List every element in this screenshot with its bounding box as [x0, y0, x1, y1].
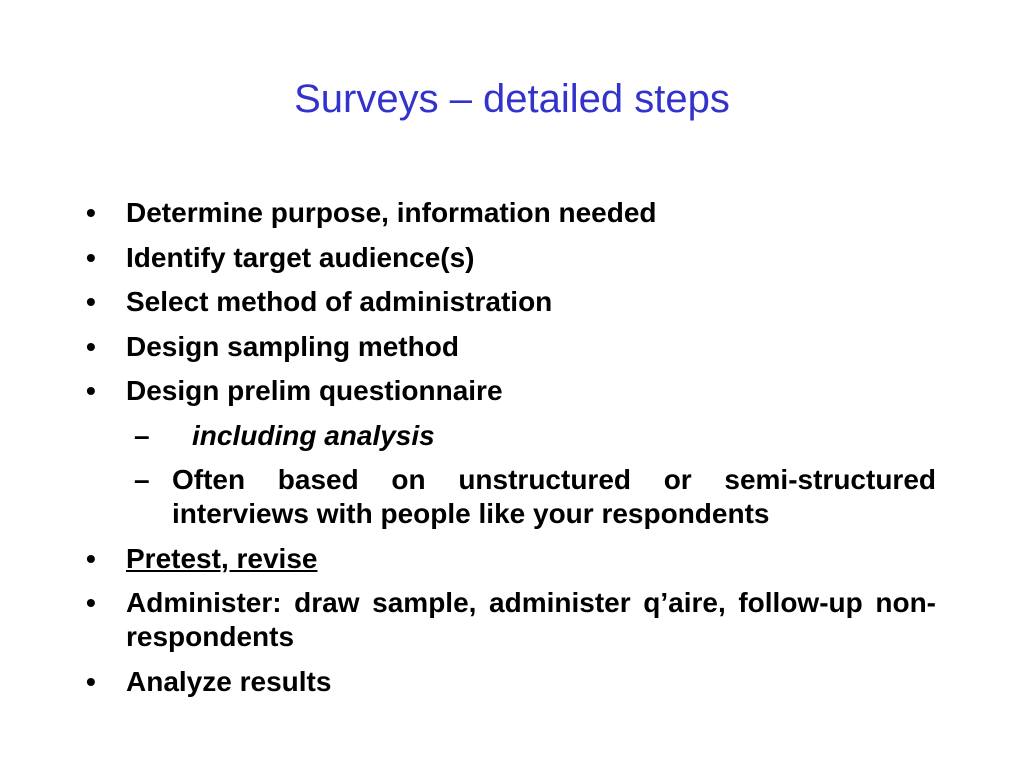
bullet-text: Administer: draw sample, administer q’aire, follow-up non-respondents	[126, 587, 936, 652]
bullet-text: Identify target audience(s)	[126, 241, 475, 273]
bullet-item-identify-audience	[86, 241, 936, 275]
bullet-item-pretest	[86, 542, 936, 576]
bullet-icon: •	[86, 241, 96, 273]
bullet-item-select-method	[86, 285, 936, 319]
bullet-item-design-sampling	[86, 330, 936, 364]
slide-title: Surveys – detailed steps	[294, 77, 730, 121]
bullet-icon: •	[86, 375, 96, 406]
bullet-text: Pretest, revise	[126, 542, 318, 574]
bullet-item-determine-purpose	[86, 196, 936, 230]
bullet-icon: •	[86, 542, 96, 574]
dash-icon: –	[134, 464, 150, 495]
bullet-icon: •	[86, 587, 96, 618]
bullet-item-design-questionnaire	[86, 374, 936, 408]
sub-bullet-often-based	[134, 463, 936, 531]
bullet-item-analyze	[86, 665, 936, 699]
bullet-icon: •	[86, 197, 96, 228]
bullet-text: Design prelim questionnaire	[126, 375, 503, 406]
dash-icon: –	[134, 419, 150, 451]
sub-bullet-text: Often based on unstructured or semi-structured interviews with people like your respondents	[172, 464, 936, 529]
bullet-text: Select method of administration	[126, 286, 553, 317]
bullet-icon: •	[86, 665, 96, 697]
bullet-item-administer	[86, 586, 936, 654]
sub-bullet-including-analysis	[134, 419, 936, 453]
bullet-icon: •	[86, 286, 96, 317]
bullet-text: Determine purpose, information needed	[126, 197, 657, 228]
bullet-text: Analyze results	[126, 665, 332, 697]
bullet-icon: •	[86, 330, 96, 362]
bullet-text: Design sampling method	[126, 330, 459, 362]
bullet-list	[0, 196, 1024, 709]
sub-bullet-text: including analysis	[192, 419, 435, 451]
